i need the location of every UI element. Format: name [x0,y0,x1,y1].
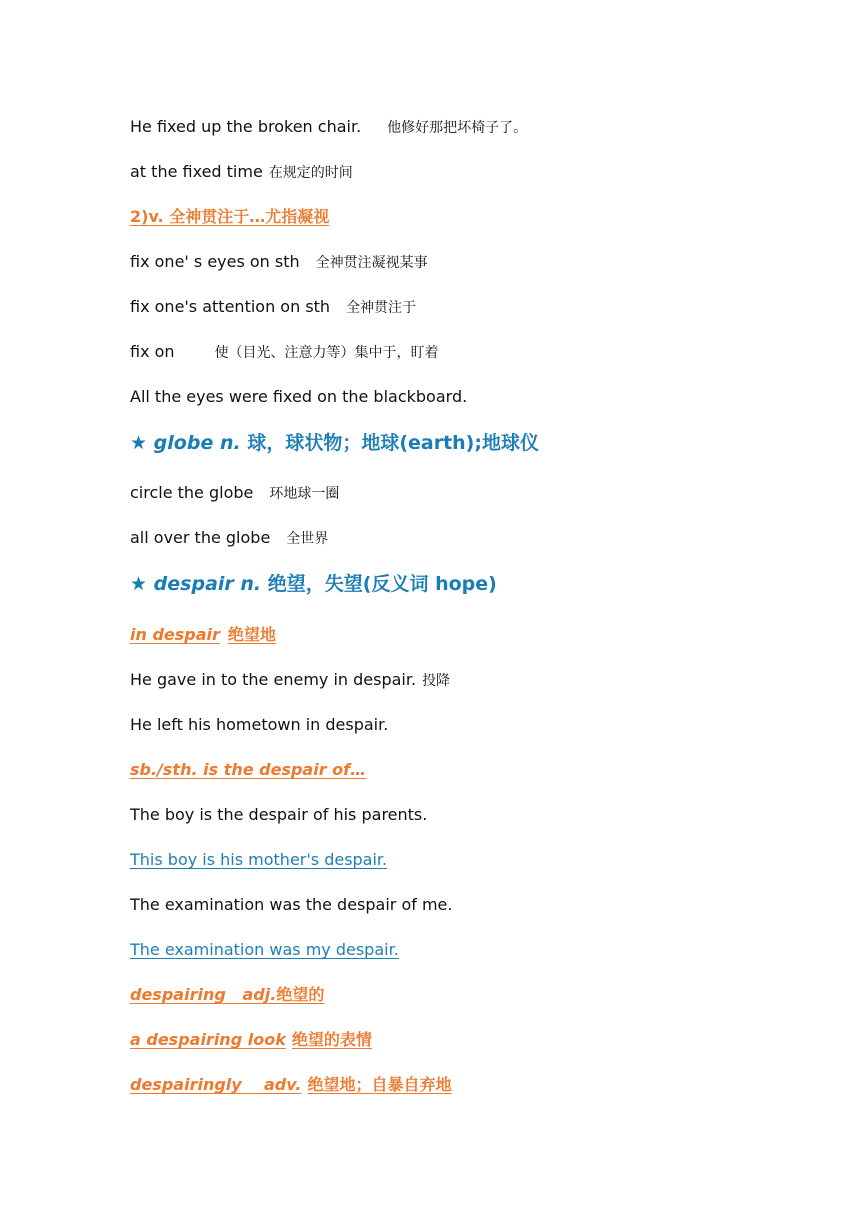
phrase-cn: 环地球一圈 [269,486,340,502]
word-en: despairing adj. [130,985,277,1004]
example-en: He fixed up the broken chair. [130,117,362,136]
example-cn: 他修好那把坏椅子了。 [387,120,528,136]
phrase-cn: 使（目光、注意力等）集中于，盯着 [214,345,439,361]
phrase-cn: 全神贯注凝视某事 [315,255,428,271]
phrase-en: fix one's attention on sth [130,297,331,316]
example-left-hometown: He left his hometown in despair. [130,715,389,734]
phrase-all-over-globe [130,527,328,550]
phrase-fix-eyes [130,251,428,274]
phrase-en: fix on [130,342,175,361]
phrase-fixed-time [130,161,353,184]
entry-heading-globe [130,430,539,456]
example-cn: 投降 [422,673,451,689]
entry-heading-despair [130,571,497,597]
example-eyes-fixed: All the eyes were fixed on the blackboard. [130,387,468,406]
star-icon: ★ [130,432,148,454]
headword-cn: 绝望，失望(反义词 hope) [267,573,497,595]
word-despairingly [130,1074,451,1096]
phrase-in-despair [130,624,282,646]
example-boy-despair: The boy is the despair of his parents. [130,805,428,824]
example-mothers-despair: This boy is his mother's despair. [130,850,388,869]
phrase-en: all over the globe [130,528,271,547]
phrase-en: at the fixed time [130,162,263,181]
phrase-cn: 全神贯注于 [346,300,417,316]
sense-heading-fix-v: 2)v. 全神贯注于…尤指凝视 [130,207,330,226]
example-examination-despair: The examination was the despair of me. [130,895,453,914]
phrase-circle-globe [130,482,339,505]
word-despairing [130,984,324,1006]
star-icon: ★ [130,573,148,595]
example-gave-in [130,669,450,692]
phrase-en: a despairing look [130,1030,286,1049]
phrase-en: circle the globe [130,483,254,502]
phrase-fix-attention [130,296,416,319]
phrase-cn: 绝望的表情 [291,1030,372,1049]
phrase-en: in despair [130,625,220,644]
phrase-cn: 在规定的时间 [268,165,353,181]
example-my-despair: The examination was my despair. [130,940,399,959]
phrase-cn: 绝望地 [227,625,276,644]
headword-en: globe n. [153,432,241,454]
word-cn: 绝望的 [276,985,325,1004]
example-fixed-up-chair [130,116,527,139]
phrase-despairing-look [130,1029,372,1051]
phrase-en: fix one' s eyes on sth [130,252,300,271]
headword-en: despair n. [153,573,262,595]
phrase-fix-on [130,341,439,364]
pattern-despair-of: sb./sth. is the despair of… [130,760,367,779]
phrase-cn: 全世界 [286,531,329,547]
word-cn: 绝望地；自暴自弃地 [307,1075,452,1094]
example-en: He gave in to the enemy in despair. [130,670,417,689]
headword-cn: 球，球状物；地球(earth);地球仪 [247,432,539,454]
word-en: despairingly adv. [130,1075,302,1094]
